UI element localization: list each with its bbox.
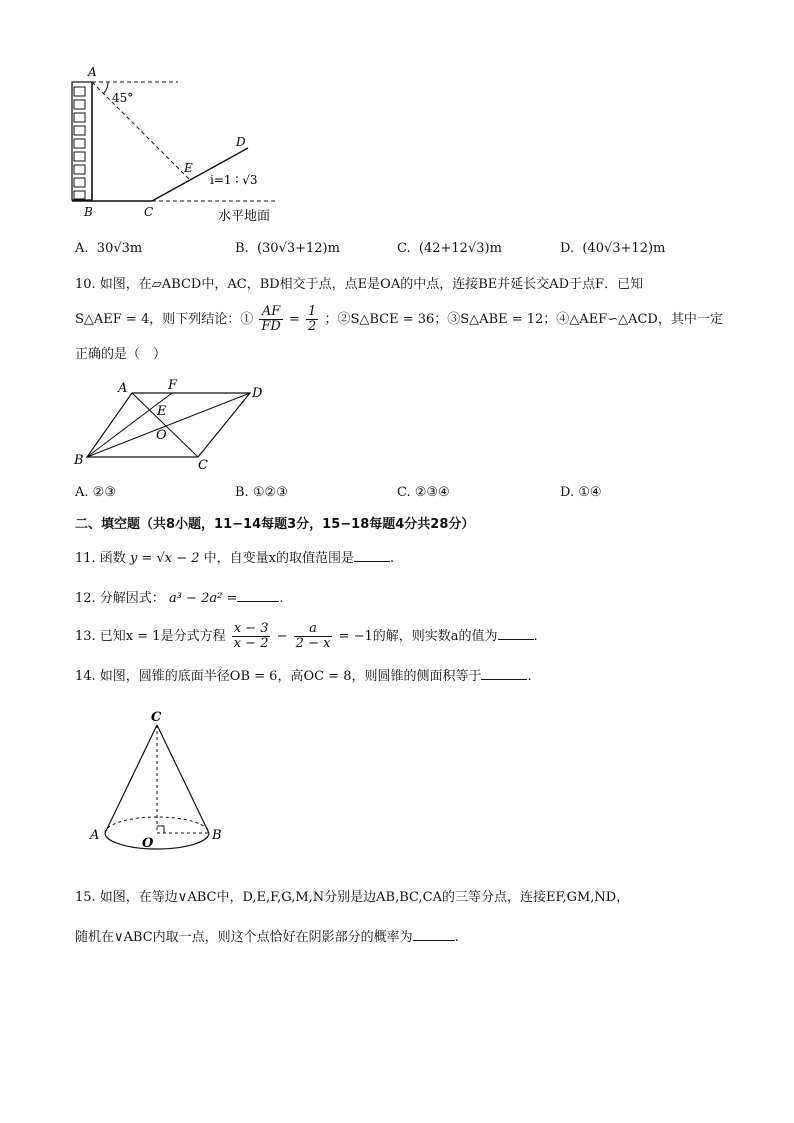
label-E: E [184,161,193,175]
q10-line3: 正确的是（ ） [75,347,167,362]
q14-cone-figure [80,705,240,855]
q10-option-c: C. ②③④ [397,485,450,500]
label-D: D [236,135,246,149]
q11-answer-blank [354,547,390,562]
q10-figure [70,376,270,471]
q14: 14. 如图，圆锥的底面半径OB = 6，高OC = 8，则圆锥的侧面积等于 . [75,665,532,687]
label-C: C [198,458,208,471]
q10-option-a: A. ②③ [75,485,116,500]
q13-fraction-1: $\frac{x - 3}{x - 2}$ [233,621,269,651]
label-C: C [144,205,154,219]
ground-label: 水平地面 [218,209,271,224]
label-D: D [252,386,263,401]
label-E: E [157,404,167,419]
building-windows [74,87,85,199]
q9-figure [60,60,300,230]
q13-fraction-2: $\frac{a}{2 - x}$ [295,621,331,651]
label-A: A [88,65,97,79]
label-C: C [151,710,162,725]
q9-option-d: D. (40√3+12)m [560,241,666,256]
q9-option-c: C. (42+12√3)m [397,241,502,256]
q10-fraction-af-fd: $\frac{AF}{FD}$ [261,304,281,334]
section-heading: 二、填空题（共8小题，11−14每题3分，15−18每题4分共28分） [75,517,475,532]
q10-line2: S△AEF = 4，则下列结论：① $\frac{AF}{FD}$ = $\frac{1}{2}$ ；②S△BCE = 36；③S△ABE = 12；④△AEF∽△ACD，其中一定 [75,304,723,334]
q15-line2: 随机在∨ABC内取一点，则这个点恰好在阴影部分的概率为 . [75,926,459,948]
label-O: O [156,428,167,443]
q13: 13. 已知x = 1是分式方程 $\frac{x - 3}{x - 2}$ − $\frac{a}{2 - x}$ = −1的解，则实数a的值为 . [75,621,538,651]
q9-option-a: A. 30√3m [75,241,143,256]
label-O: O [142,836,154,851]
q9-option-b: B. (30√3+12)m [235,241,340,256]
q10-option-b: B. ①②③ [235,485,288,500]
q10-option-d: D. ①④ [560,485,602,500]
q10-line1: 10. 如图，在▱ABCD中，AC，BD相交于点，点E是OA的中点，连接BE并延长交AD于点F．已知 [75,277,644,292]
label-B: B [84,205,93,219]
q11: 11. 函数 y = √x − 2 中，自变量x的取值范围是 . [75,547,394,569]
angle-label: 45° [112,91,134,105]
q15-line1: 15. 如图，在等边∨ABC中，D,E,F,G,M,N分别是边AB,BC,CA的三等分点，连接EF,GM,ND， [75,890,630,905]
label-A: A [90,828,100,843]
q10-fraction-half: $\frac{1}{2}$ [308,304,317,334]
q12-answer-blank [237,587,279,602]
q13-answer-blank [498,625,534,640]
label-A: A [118,381,128,396]
q14-answer-blank [481,665,527,680]
slope-label: i=1 ∶ √3 [210,173,258,187]
q12: 12. 分解因式： a³ − 2a² = . [75,587,283,609]
label-F: F [168,378,178,393]
q15-answer-blank [413,926,455,941]
label-B: B [74,453,84,468]
label-B: B [212,828,222,843]
